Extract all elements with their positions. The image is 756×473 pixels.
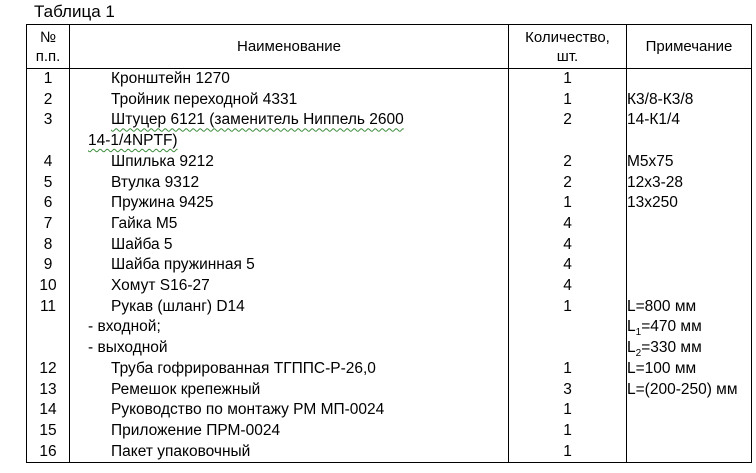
row-quantity: 4 [509, 214, 627, 235]
row-name-text: Пакет упаковочный [111, 442, 251, 460]
row-name [70, 442, 509, 463]
row-name-text: Шайба пружинная 5 [111, 256, 255, 274]
row-name-text: Гайка М5 [111, 214, 178, 232]
header-name: Наименование [70, 25, 509, 69]
row-name [70, 193, 509, 214]
row-note: М5х75 [627, 152, 752, 173]
header-number-line1: № [39, 28, 57, 46]
row-number [27, 338, 70, 359]
table-row [27, 69, 752, 90]
row-quantity: 4 [509, 235, 627, 256]
row-number: 2 [27, 90, 70, 111]
row-name-text: Пружина 9425 [111, 194, 214, 212]
row-name-text: Руководство по монтажу РМ МП-0024 [111, 401, 385, 419]
row-name [70, 297, 509, 318]
row-name-text: Шайба 5 [111, 235, 173, 253]
table-row [27, 400, 752, 421]
row-name-text: Тройник переходной 4331 [111, 90, 298, 108]
row-quantity: 1 [509, 297, 627, 318]
row-note [627, 442, 752, 463]
header-number [27, 25, 70, 69]
row-name [70, 276, 509, 297]
row-name [70, 359, 509, 380]
table-row [27, 338, 752, 359]
table-row [27, 193, 752, 214]
row-name [70, 69, 509, 90]
row-name-text: Ремешок крепежный [111, 380, 261, 398]
table-body [27, 69, 752, 463]
row-quantity [509, 317, 627, 338]
table-row [27, 276, 752, 297]
row-name-text: Хомут S16-27 [111, 277, 210, 295]
row-number: 11 [27, 297, 70, 318]
row-subitem: - входной; [88, 318, 161, 336]
note-symbol: L [627, 339, 636, 357]
table-row [27, 110, 752, 151]
row-number: 14 [27, 400, 70, 421]
row-name-text: Кронштейн 1270 [111, 70, 230, 87]
row-name-text: Рукав (шланг) D14 [111, 297, 245, 315]
table-row [27, 173, 752, 194]
header-quantity-line2: шт. [556, 47, 579, 65]
table-row [27, 442, 752, 463]
row-note: L=(200-250) мм [627, 380, 752, 401]
row-name-text: Втулка 9312 [111, 173, 200, 191]
row-quantity: 4 [509, 255, 627, 276]
row-quantity: 2 [509, 152, 627, 173]
table-caption: Таблица 1 [34, 2, 115, 21]
row-quantity: 2 [509, 110, 627, 151]
row-number: 3 [27, 110, 70, 151]
table-row [27, 255, 752, 276]
header-quantity-line1: Количество, [525, 28, 610, 46]
row-quantity: 1 [509, 90, 627, 111]
table-row [27, 235, 752, 256]
row-note [627, 400, 752, 421]
row-number: 12 [27, 359, 70, 380]
table-row [27, 297, 752, 318]
row-note: L=100 мм [627, 359, 752, 380]
table-row [27, 214, 752, 235]
row-number: 13 [27, 380, 70, 401]
header-quantity [509, 25, 627, 69]
row-note: 12х3-28 [627, 173, 752, 194]
row-number: 1 [27, 69, 70, 90]
row-name [70, 317, 509, 338]
row-name [70, 338, 509, 359]
row-note [627, 214, 752, 235]
row-quantity [509, 338, 627, 359]
row-name [70, 214, 509, 235]
row-name [70, 421, 509, 442]
row-quantity: 4 [509, 276, 627, 297]
table-header [27, 25, 752, 69]
row-name-text: Шпилька 9212 [111, 152, 214, 170]
row-number [27, 317, 70, 338]
row-quantity: 2 [509, 173, 627, 194]
row-note [627, 317, 752, 338]
row-note: L=800 мм [627, 297, 752, 318]
row-name [70, 400, 509, 421]
row-note [627, 69, 752, 90]
row-number: 8 [27, 235, 70, 256]
row-note [627, 255, 752, 276]
note-symbol: L [627, 318, 636, 336]
row-number: 7 [27, 214, 70, 235]
row-number: 10 [27, 276, 70, 297]
note-value: =470 мм [641, 318, 702, 336]
header-note: Примечание [627, 25, 752, 69]
note-value: =330 мм [641, 339, 702, 357]
row-note: К3/8-К3/8 [627, 90, 752, 111]
row-subitem: - выходной [88, 339, 168, 357]
table-row [27, 359, 752, 380]
row-note [627, 338, 752, 359]
row-number: 4 [27, 152, 70, 173]
row-number: 6 [27, 193, 70, 214]
row-note [627, 235, 752, 256]
row-quantity: 1 [509, 421, 627, 442]
row-name [70, 152, 509, 173]
table-row [27, 317, 752, 338]
row-note: 13х250 [627, 193, 752, 214]
row-name [70, 235, 509, 256]
row-number: 5 [27, 173, 70, 194]
note-subscript: 2 [635, 348, 642, 360]
row-name-text: Приложение ПРМ-0024 [111, 421, 281, 439]
parts-table [26, 24, 752, 463]
row-name [70, 90, 509, 111]
row-name [70, 255, 509, 276]
row-name [70, 380, 509, 401]
row-number: 15 [27, 421, 70, 442]
table-row [27, 421, 752, 442]
row-name-text: Труба гофрированная ТГППС-Р-26,0 [111, 359, 376, 377]
row-note: 14-К1/4 [627, 110, 752, 151]
row-number: 16 [27, 442, 70, 463]
row-name-continuation: 14-1/4NPTF) [88, 132, 178, 150]
row-number: 9 [27, 255, 70, 276]
row-note [627, 276, 752, 297]
header-number-line2: п.п. [35, 47, 61, 65]
table-row [27, 152, 752, 173]
row-quantity: 3 [509, 380, 627, 401]
row-name [70, 110, 509, 151]
table-row [27, 90, 752, 111]
table-row [27, 380, 752, 401]
row-quantity: 1 [509, 442, 627, 463]
row-name-text: Штуцер 6121 (заменитель Ниппель 2600 [111, 111, 404, 129]
row-quantity: 1 [509, 359, 627, 380]
row-quantity: 1 [509, 69, 627, 90]
row-quantity: 1 [509, 193, 627, 214]
note-subscript: 1 [635, 327, 642, 339]
row-quantity: 1 [509, 400, 627, 421]
row-note [627, 421, 752, 442]
row-name [70, 173, 509, 194]
